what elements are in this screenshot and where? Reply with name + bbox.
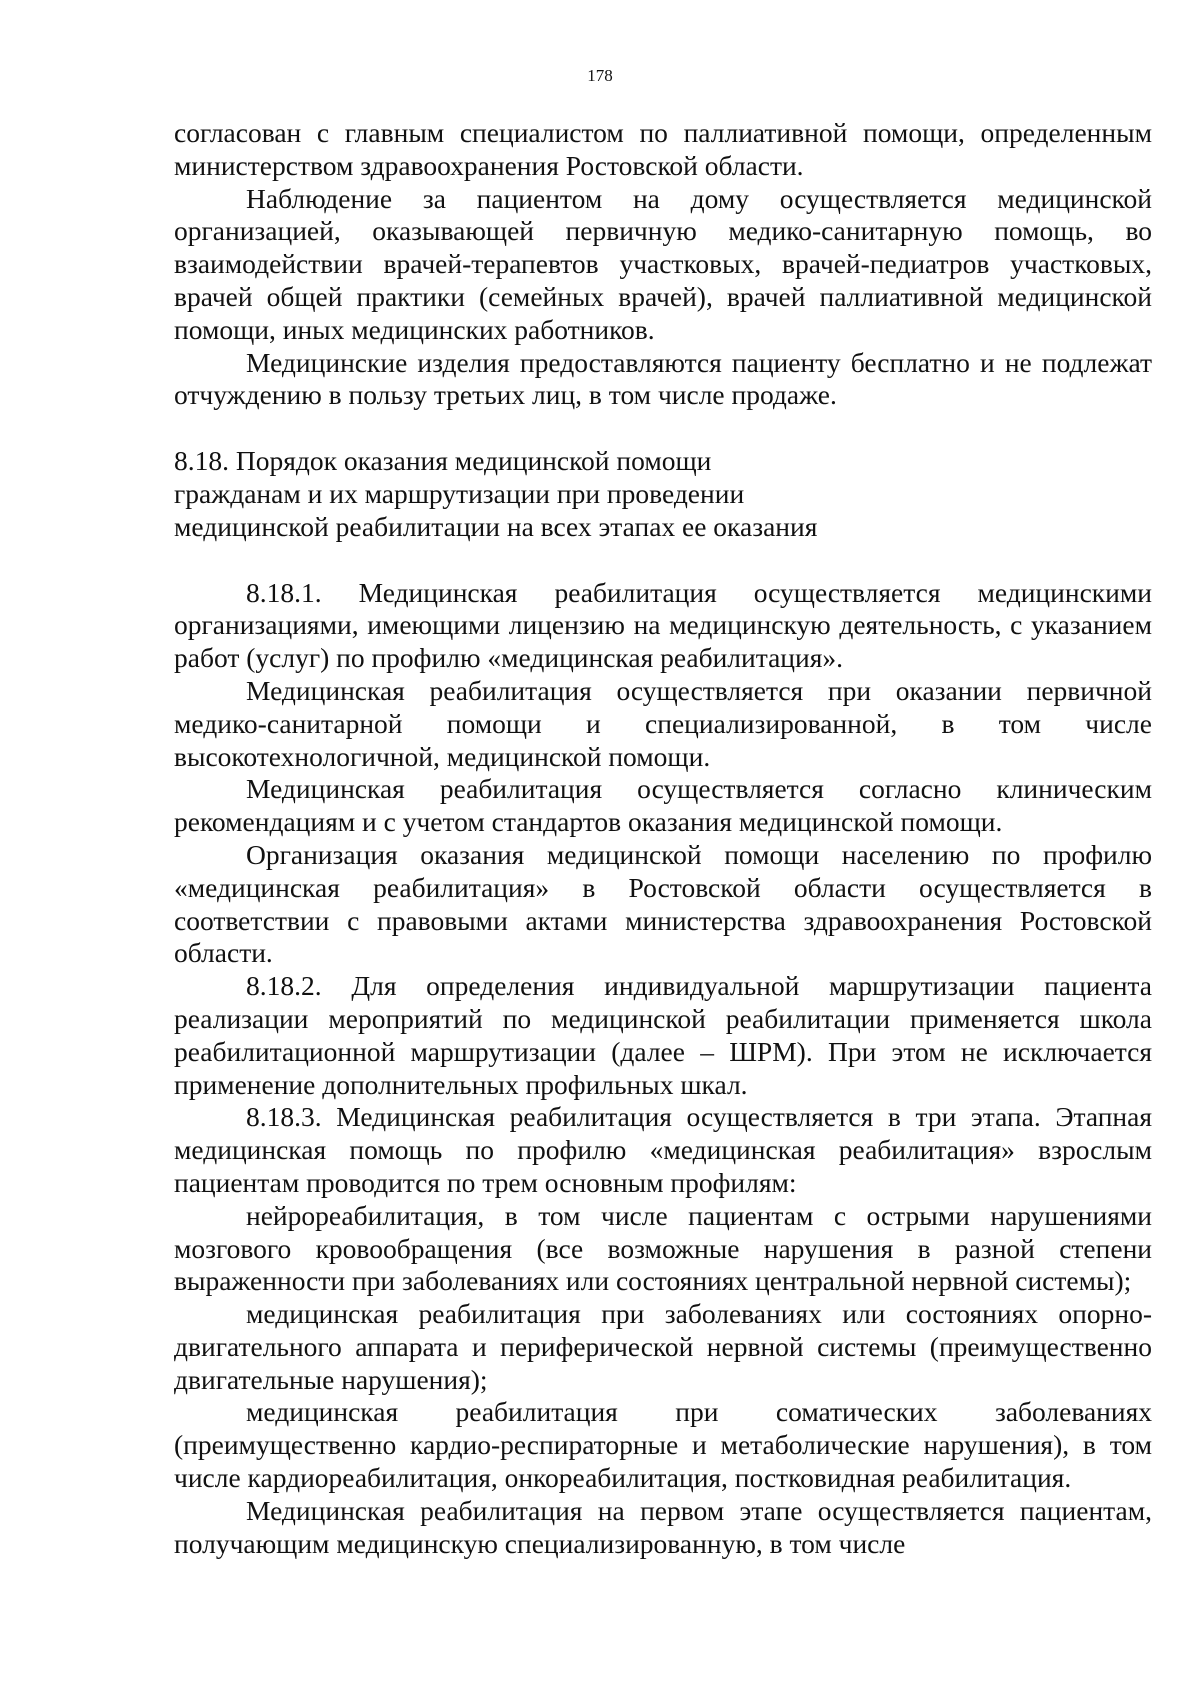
section-heading xyxy=(174,445,1152,543)
document-body xyxy=(174,117,1152,1560)
paragraph: 8.18.2. Для определения индивидуальной маршрутизации пациента реализации мероприятий по медицинской реабилитации применяется школа реабилитационной маршрутизации (далее – ШРМ). При этом не исключается применение дополнительных профильных шкал. xyxy=(174,970,1152,1100)
paragraph: Медицинские изделия предоставляются пациенту бесплатно и не подлежат отчуждению в пользу третьих лиц, в том числе продаже. xyxy=(174,346,1152,411)
section-heading-line: 8.18. Порядок оказания медицинской помощи xyxy=(174,445,712,477)
paragraph: Медицинская реабилитация на первом этапе осуществляется пациентам, получающим медицинскую специализированную, в том числе xyxy=(174,1494,1152,1559)
list-item: нейрореабилитация, в том числе пациентам с острыми нарушениями мозгового кровообращения (все возможные нарушения в разной степени выраженности при заболеваниях или состояниях центральной нервной системы); xyxy=(174,1199,1152,1297)
paragraph: 8.18.3. Медицинская реабилитация осуществляется в три этапа. Этапная медицинская помощь по профилю «медицинская реабилитация» взрослым пациентам проводится по трем основным профилям: xyxy=(174,1101,1152,1198)
paragraph: Медицинская реабилитация осуществляется согласно клиническим рекомендациям и с учетом стандартов оказания медицинской помощи. xyxy=(174,773,1152,838)
paragraph: согласован с главным специалистом по паллиативной помощи, определенным министерством здравоохранения Ростовской области. xyxy=(174,117,1152,181)
paragraph: Медицинская реабилитация осуществляется при оказании первичной медико-санитарной помощи и специализированной, в том числе высокотехнологичной, медицинской помощи. xyxy=(174,674,1152,772)
paragraph: Наблюдение за пациентом на дому осуществляется медицинской организацией, оказывающей первичную медико-санитарную помощь, во взаимодействии врачей-терапевтов участковых, врачей-педиатров участковых, врачей общей практики (семейных врачей), врачей паллиативной медицинской помощи, иных медицинских работников. xyxy=(174,182,1152,345)
section-heading-line: медицинской реабилитации на всех этапах ее оказания xyxy=(174,510,818,542)
list-item: медицинская реабилитация при соматических заболеваниях (преимущественно кардио-респираторные и метаболические нарушения), в том числе кардиореабилитация, онкореабилитация, постковидная реабилитация. xyxy=(174,1396,1152,1494)
paragraph: 8.18.1. Медицинская реабилитация осуществляется медицинскими организациями, имеющими лицензию на медицинскую деятельность, с указанием работ (услуг) по профилю «медицинская реабилитация». xyxy=(174,576,1152,674)
section-heading-line: гражданам и их маршрутизации при проведении xyxy=(174,477,745,509)
list-item: медицинская реабилитация при заболеваниях или состояниях опорно-двигательного аппарата и периферической нервной системы (преимущественно двигательные нарушения); xyxy=(174,1298,1152,1395)
page-number: 178 xyxy=(587,66,613,85)
paragraph: Организация оказания медицинской помощи населению по профилю «медицинская реабилитация» в Ростовской области осуществляется в соответствии с правовыми актами министерства здравоохранения Ростовской области. xyxy=(174,838,1152,969)
